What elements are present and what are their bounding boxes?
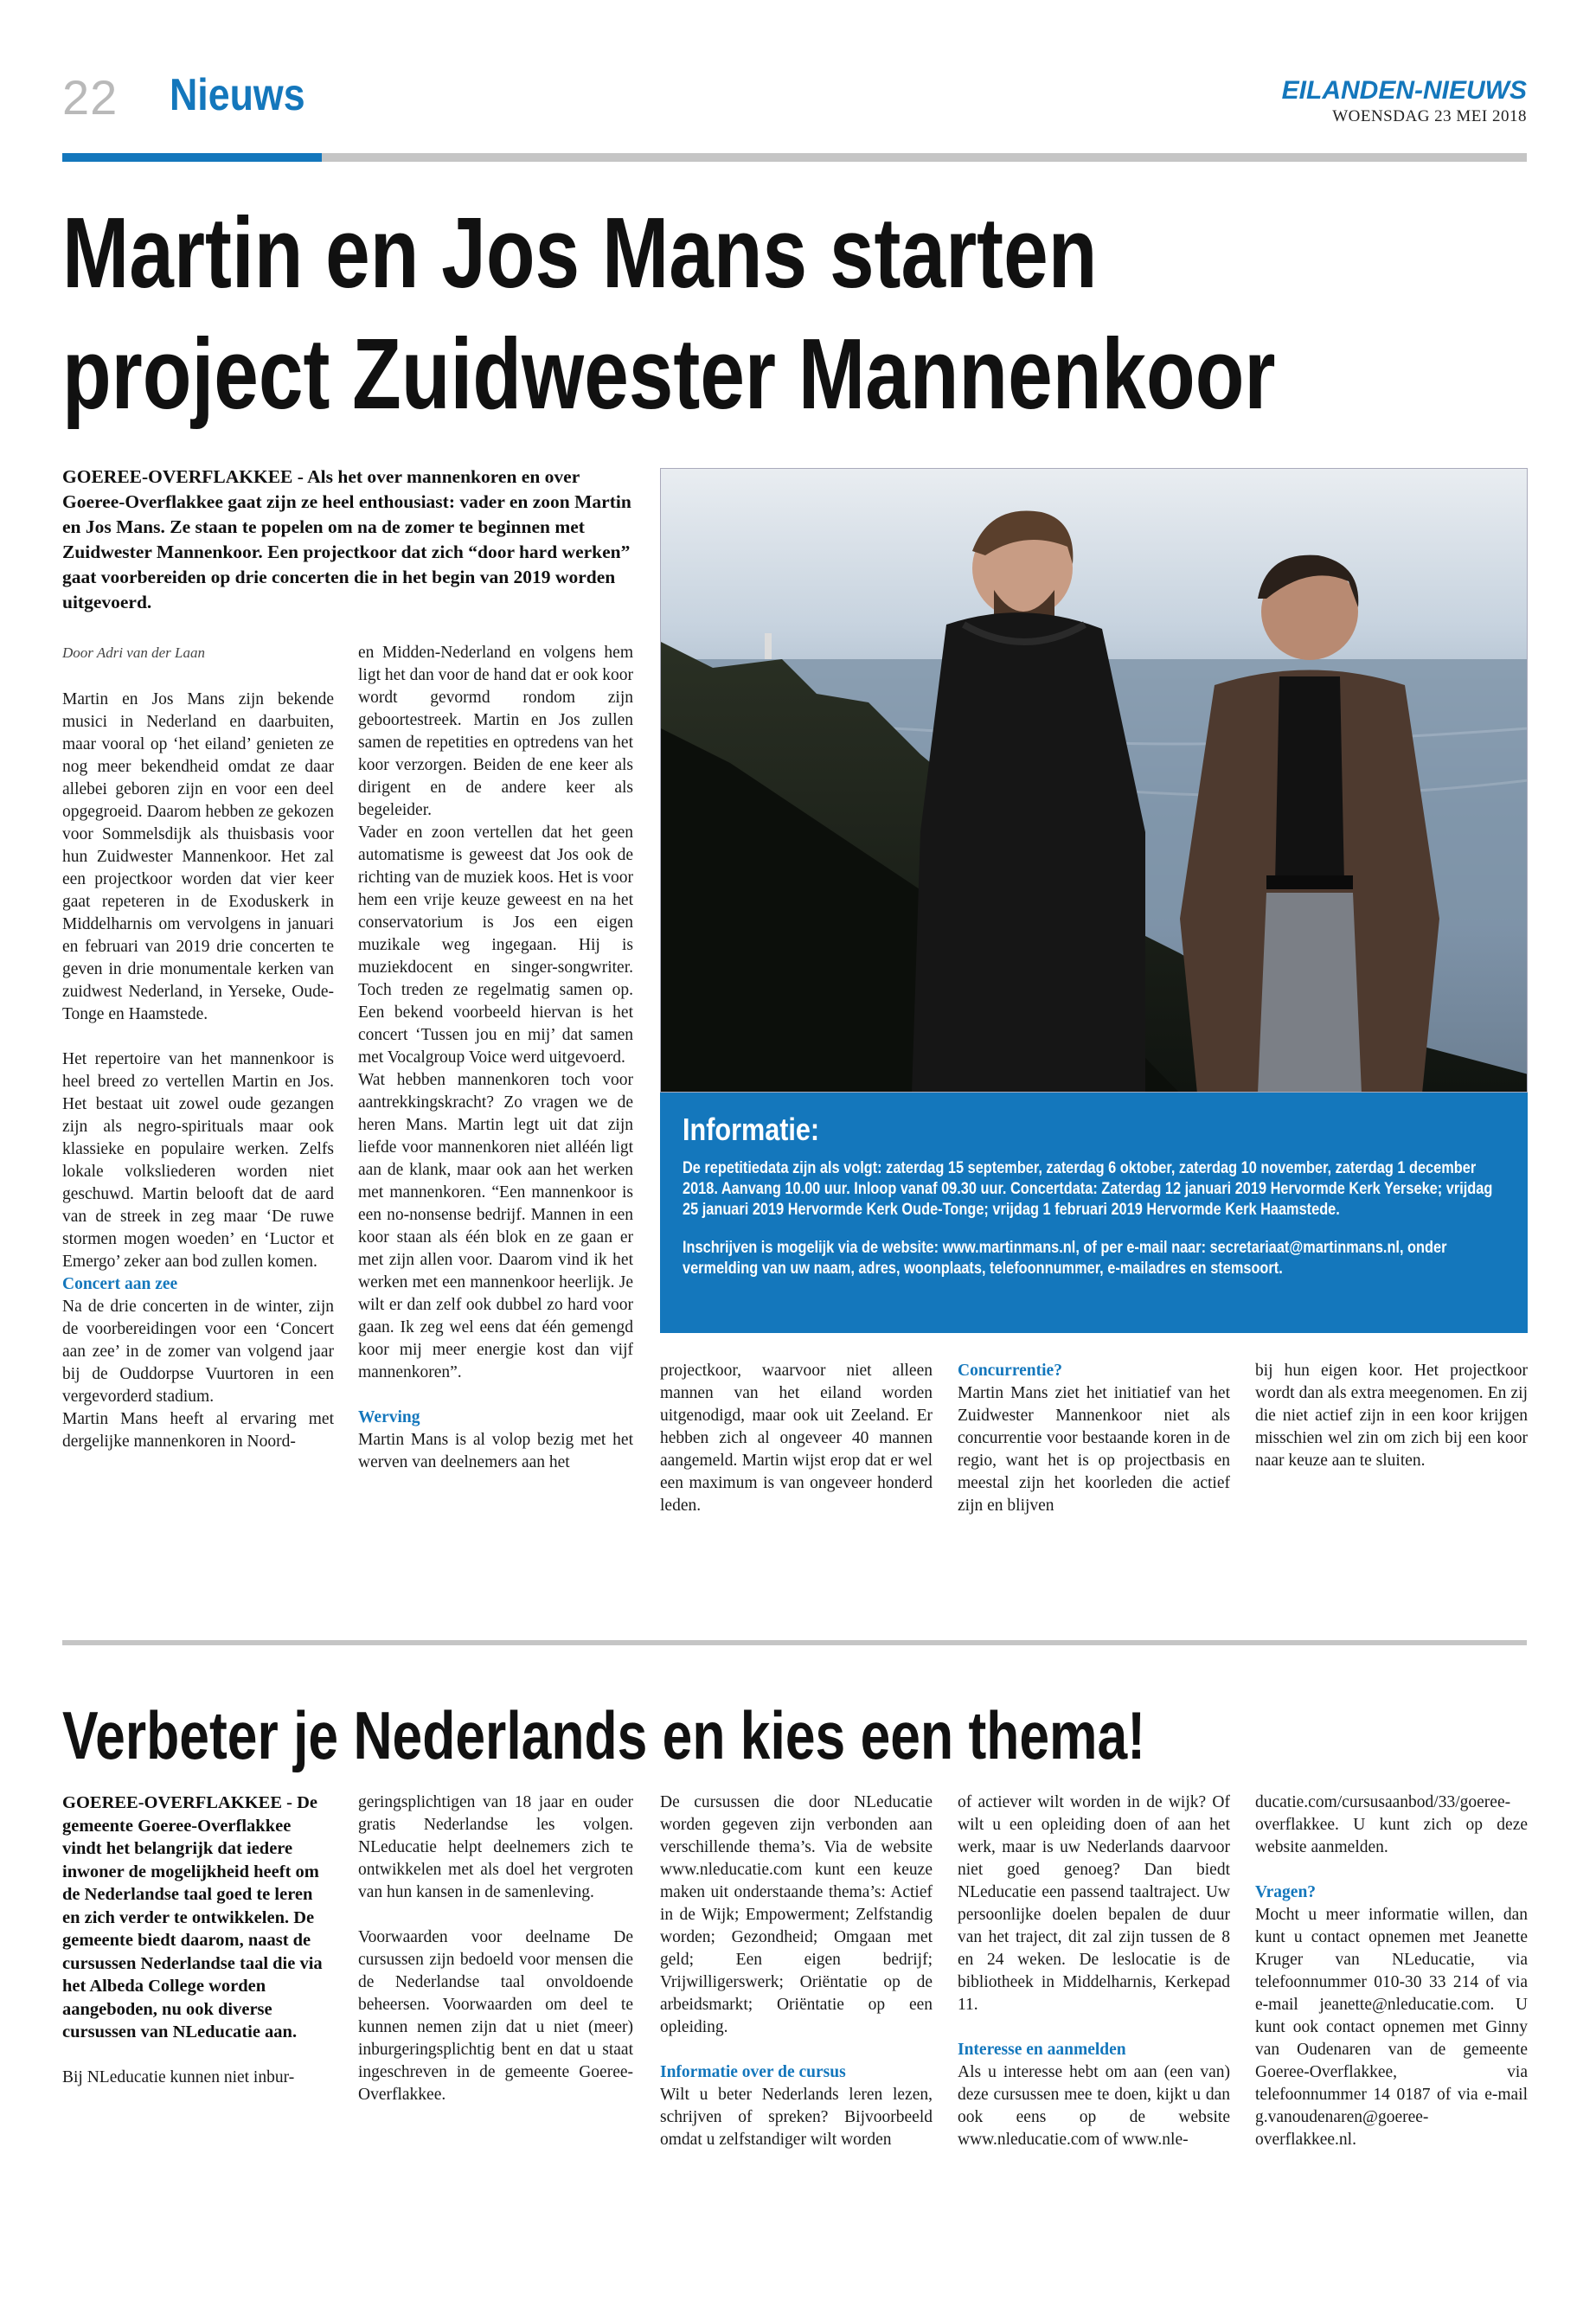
subhead-werving: Werving [358,1408,420,1426]
article2-column-1: GOEREE-OVERFLAKKEE - De gemeente Goeree-Overflakkee vindt het belangrijk dat iedere inwoner de mogelijkheid heeft om de Nederlandse taal goed te leren en zich verder te ontwikkelen. De gemeente biedt daarom, naast de cursussen Nederlandse taal die via het Albeda College worden aangeboden, nu ook diverse cursussen van NLeducatie aan. Bij NLeducatie kunnen niet inbur- [62,1791,334,2089]
article-column-5: bij hun eigen koor. Het projectkoor wordt dan als extra meegenomen. En zij die niet actief zijn in een koor krijgen misschien wel zin om zich bij een koor naar keuze aan te sluiten. [1255,1362,1528,1470]
subhead-vragen: Vragen? [1255,1883,1317,1901]
subhead-concurrentie: Concurrentie? [958,1362,1062,1380]
article-column-2: en Midden-Nederland en volgens hem ligt het dan voor de hand dat er ook koor wordt gevormd rondom zijn geboortestreek. Martin en Jos zullen samen de repetities en optredens van het koor verzorgen. Beiden de ene keer als dirigent en de andere keer als begeleider. Vader en zoon vertellen dat het geen automatisme is geweest dat Jos ook de richting van de muziek koos. Het is voor hem een vrije keuze geweest en na het conservatorium is Jos een eigen muzikale weg ingegaan. Hij is muziekdocent en singer-songwriter. Toch treden ze regelmatig samen op. Een bekend voorbeeld hiervan is het concert ‘Tussen jou en mij’ dat samen met Vocalgroup Voice werd uitgevoerd. Wat hebben mannenkoren toch voor aantrekkingskracht? Zo vragen we de heren Mans. Martin legt uit dat zijn liefde voor mannenkoren niet alléén ligt aan de klank, maar ook aan het werken met mannenkoren. “Een mannenkoor is een no-nonsense bedrijf. Mannen in een koor staan als één blok en ze gaan er met zijn allen voor. Daarom vind ik het werken met een mannenkoor heerlijk. Je wilt er dan zelf ook dubbel zo hard voor gaan. Ik zeg wel eens dat één gemengd koor mij meer energie kost dan vijf mannenkoren”. Werving Martin Mans is al volop bezig met het werven van deelnemers aan het [358,644,633,1471]
article-photo [660,468,1528,1093]
section-title: Nieuws [170,70,305,120]
subhead-informatie: Informatie over de cursus [660,2063,846,2081]
header-rule-accent [62,153,322,162]
article2-column-2: geringsplichtigen van 18 jaar en ouder gratis Nederlandse les volgen. NLeducatie helpt deelnemers zich te ontwikkelen met als doel het vergroten van hun kansen in de samenleving. Voorwaarden voor deelname De cursussen zijn bedoeld voor mensen die de Nederlandse taal onvoldoende beheersen. Voorwaarden om deel te kunnen nemen zijn dat u niet (meer) inburgeringsplichtig bent en dat u staat ingeschreven in de gemeente Goeree-Overflakkee. [358,1793,633,2104]
newspaper-logo: EILANDEN-NIEUWS [1281,76,1527,105]
article2-column-4: of actiever wilt worden in de wijk? Of wilt u een opleiding doen of aan het werk, maar is uw Nederlands daarvoor niet goed genoeg? Dan biedt NLeducatie een passend taaltraject. Uw persoonlijke doelen bepalen de duur van het traject, dit zal zijn tussen de 8 en 24 weken. De leslocatie is de bibliotheek in Middelharnis, Kerkepad 11. Interesse en aanmelden Als u interesse hebt om aan (een van) deze cursussen mee te doen, kijkt u dan ook eens op de website www.nleducatie.com of www.nle- [958,1793,1230,2149]
article2-column-5: ducatie.com/cursusaanbod/33/goeree-overflakkee. U kunt zich op deze website aanmelden. Vragen? Mocht u meer informatie willen, dan kunt u contact opnemen met Jeanette Kruger van NLeducatie, via telefoonnummer 010-30 33 214 of via e-mail jeanette@nleducatie.com. U kunt ook contact opnemen met Ginny van Oudenaren van de gemeente Goeree-Overflakkee, via telefoonnummer 14 0187 of via e-mail g.vanoudenaren@goeree-overflakkee.nl. [1255,1793,1528,2149]
info-title: Informatie: [683,1112,820,1147]
subhead-concert: Concert aan zee [62,1275,178,1293]
article-column-4: Concurrentie? Martin Mans ziet het initiatief van het Zuidwester Mannenkoor niet als concurrentie voor bestaande koren in de regio, want het is op projectbasis en meestal zijn het koorleden die actief zijn en blijven [958,1362,1230,1515]
article-divider [62,1640,1527,1645]
article-column-1: Door Adri van der Laan Martin en Jos Mans zijn bekende musici in Nederland en daarbuiten, maar vooral op ‘het eiland’ genieten ze nog meer bekendheid omdat ze daar allebei geboren zijn en voor een deel opgegroeid. Daarom hebben ze gekozen voor Sommelsdijk als thuisbasis voor hun Zuidwester Mannenkoor. Het zal een projectkoor worden dat vier keer gaat repeteren in de Exoduskerk in Middelharnis om vervolgens in januari en februari van 2019 drie concerten te geven in drie monumentale kerken van zuidwest Nederland, in Yerseke, Oude-Tonge en Haamstede. Het repertoire van het mannenkoor is heel breed zo vertellen Martin en Jos. Het bestaat uit zowel oude gezangen zijn als negro-spirituals maar ook klassieke en populaire werken. Zelfs lokale volksliederen worden niet geschuwd. Martin belooft dat de aard van de streek in zeg maar ‘De ruwe stormen mogen woeden’ en ‘Luctor et Emergo’ zeker aan bod zullen komen. Concert aan zee Na de drie concerten in de winter, zijn de voorbereidingen voor een ‘Concert aan zee’ in de zomer van volgend jaar bij de Ouddorpse Vuurtoren in een vergevorderd stadium. Martin Mans heeft al ervaring met dergelijke mannenkoren in Noord- [62,642,334,1453]
issue-date: WOENSDAG 23 MEI 2018 [1332,107,1527,125]
article-lead: GOEREE-OVERFLAKKEE - Als het over mannenkoren en over Goeree-Overflakkee gaat zijn ze heel enthousiast: vader en zoon Martin en Jos Mans. Ze staan te popelen om na de zomer te beginnen met Zuidwester Mannenkoor. Een projectkoor dat zich “door hard werken” gaat voorbereiden op drie concerten die in het begin van 2019 worden uitgevoerd. [62,466,631,612]
article-headline: Martin en Jos Mans starten project Zuidwester Mannenkoor [62,196,1276,430]
article2-lead: GOEREE-OVERFLAKKEE - De gemeente Goeree-Overflakkee vindt het belangrijk dat iedere inwoner de mogelijkheid heeft om de Nederlandse taal goed te leren en zich verder te ontwikkelen. De gemeente biedt daarom, naast de cursussen Nederlandse taal die via het Albeda College worden aangeboden, nu ook diverse cursussen van NLeducatie aan. [62,1793,323,2041]
page-number: 22 [62,70,119,125]
info-text: De repetitiedata zijn als volgt: zaterdag 15 september, zaterdag 6 oktober, zaterdag 10 november, zaterdag 1 december 2018. Aanvang 10.00 uur. Inloop vanaf 09.30 uur. Concertdata: Zaterdag 12 januari 2019 Hervormde Kerk Yerseke; vrijdag 25 januari 2019 Hervormde Kerk Oude-Tonge; vrijdag 1 februari 2019 Hervormde Kerk Haamstede. Inschrijven is mogelijk via de website: www.martinmans.nl, of per e-mail naar: secretariaat@martinmans.nl, onder vermelding van uw naam, adres, woonplaats, telefoonnummer, e-mailadres en stemsoort. [683,1159,1493,1278]
byline: Door Adri van der Laan [62,644,205,661]
article2-column-3: De cursussen die door NLeducatie worden gegeven zijn verbonden aan verschillende thema’s. Via de website www.nleducatie.com kunt een keuze maken uit onderstaande thema’s: Actief in de Wijk; Empowerment; Zelfstandig worden; Gezondheid; Omgaan met geld; Een eigen bedrijf; Vrijwilligerswerk; Oriëntatie op de arbeidsmarkt; Oriëntatie op een opleiding. Informatie over de cursus Wilt u beter Nederlands leren lezen, schrijven of spreken? Bijvoorbeeld omdat u zelfstandiger wilt worden [660,1793,933,2149]
article2-headline: Verbeter je Nederlands en kies een thema! [62,1697,1146,1773]
article-column-3: projectkoor, waarvoor niet alleen mannen van het eiland worden uitgenodigd, maar ook uit Zeeland. Er hebben zich al ongeveer 40 mannen aangemeld. Martin wijst erop dat er wel een maximum is van ongeveer honderd leden. [660,1362,933,1515]
subhead-interesse: Interesse en aanmelden [958,2041,1126,2059]
info-box [660,1093,1528,1333]
